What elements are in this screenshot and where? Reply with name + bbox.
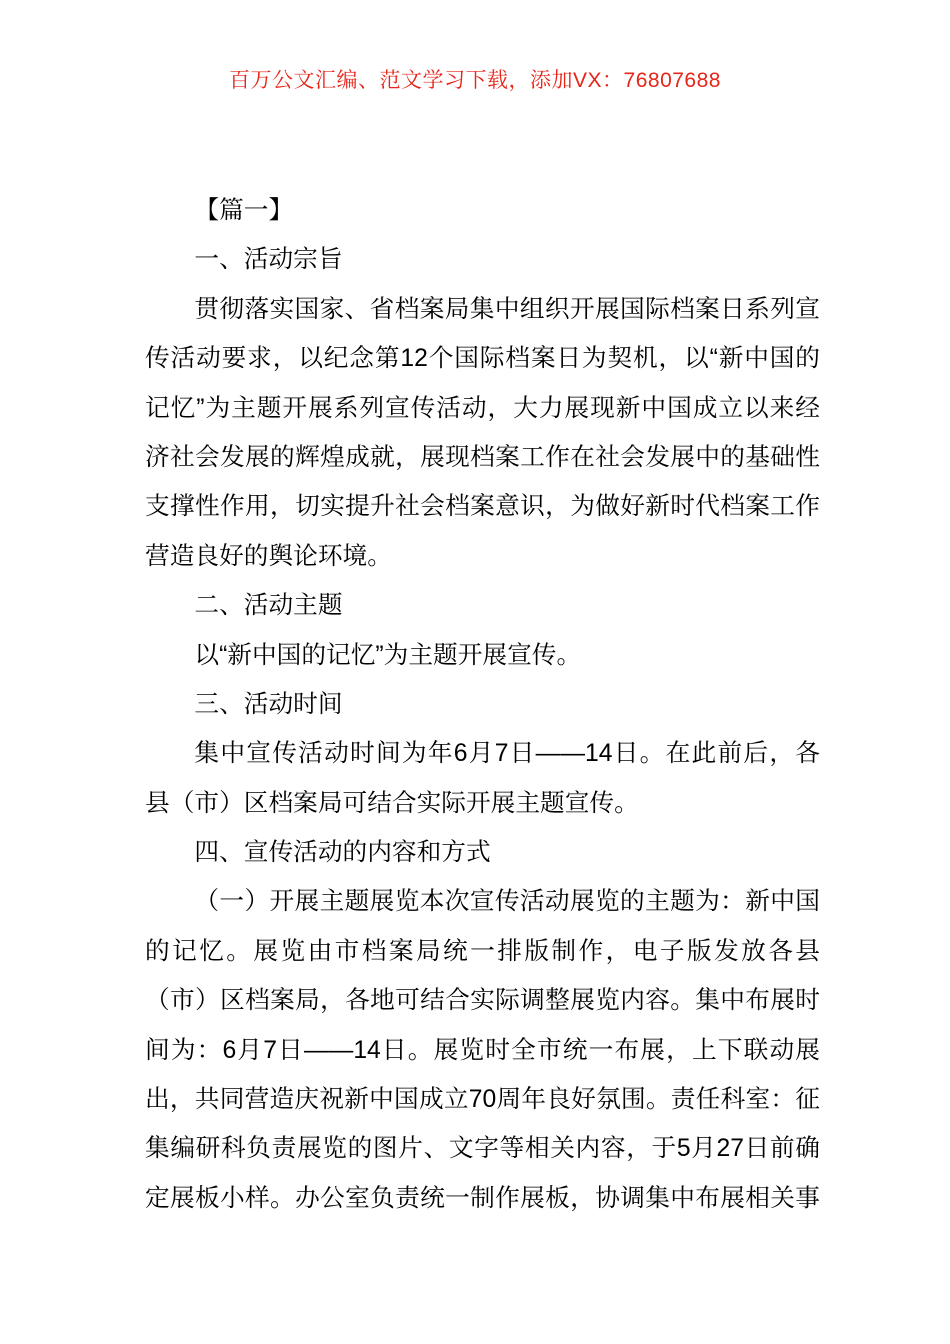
- header-promo-notice: 百万公文汇编、范文学习下载，添加VX：76807688: [229, 69, 721, 92]
- text-line: 县（市）区档案局可结合实际开展主题宣传。: [145, 789, 639, 817]
- text-line: 贯彻落实国家、省档案局集中组织开展国际档案日系列宣: [194, 295, 820, 323]
- text-line: 的记忆。展览由市档案局统一排版制作，电子版发放各县: [145, 937, 820, 965]
- text-line: 定展板小样。办公室负责统一制作展板，协调集中布展相关事: [145, 1184, 820, 1212]
- text-line: 出，共同营造庆祝新中国成立70周年良好氛围。责任科室：征: [145, 1086, 820, 1114]
- text-line: 营造良好的舆论环境。: [145, 542, 392, 570]
- text-line: 支撑性作用，切实提升社会档案意识，为做好新时代档案工作: [145, 493, 820, 521]
- text-line: 【篇一】: [194, 197, 294, 224]
- text-line: 记忆”为主题开展系列宣传活动，大力展现新中国成立以来经: [145, 394, 820, 422]
- text-line: 一、活动宗旨: [194, 246, 343, 274]
- text-line: 三、活动时间: [194, 690, 343, 718]
- text-line: （一）开展主题展览本次宣传活动展览的主题为：新中国: [194, 888, 820, 916]
- text-line: 四、宣传活动的内容和方式: [194, 839, 491, 867]
- text-line: 传活动要求，以纪念第12个国际档案日为契机，以“新中国的: [145, 345, 820, 373]
- text-line: （市）区档案局，各地可结合实际调整展览内容。集中布展时: [145, 987, 820, 1015]
- text-line: 以“新中国的记忆”为主题开展宣传。: [194, 641, 582, 669]
- text-line: 间为：6月7日——14日。展览时全市统一布展，上下联动展: [145, 1036, 820, 1064]
- text-line: 二、活动主题: [194, 592, 343, 620]
- text-line: 集编研科负责展览的图片、文字等相关内容，于5月27日前确: [145, 1135, 820, 1163]
- text-line: 济社会发展的辉煌成就，展现档案工作在社会发展中的基础性: [145, 443, 820, 471]
- document-body: [145, 186, 820, 1223]
- text-line: 集中宣传活动时间为年6月7日——14日。在此前后，各: [194, 740, 820, 768]
